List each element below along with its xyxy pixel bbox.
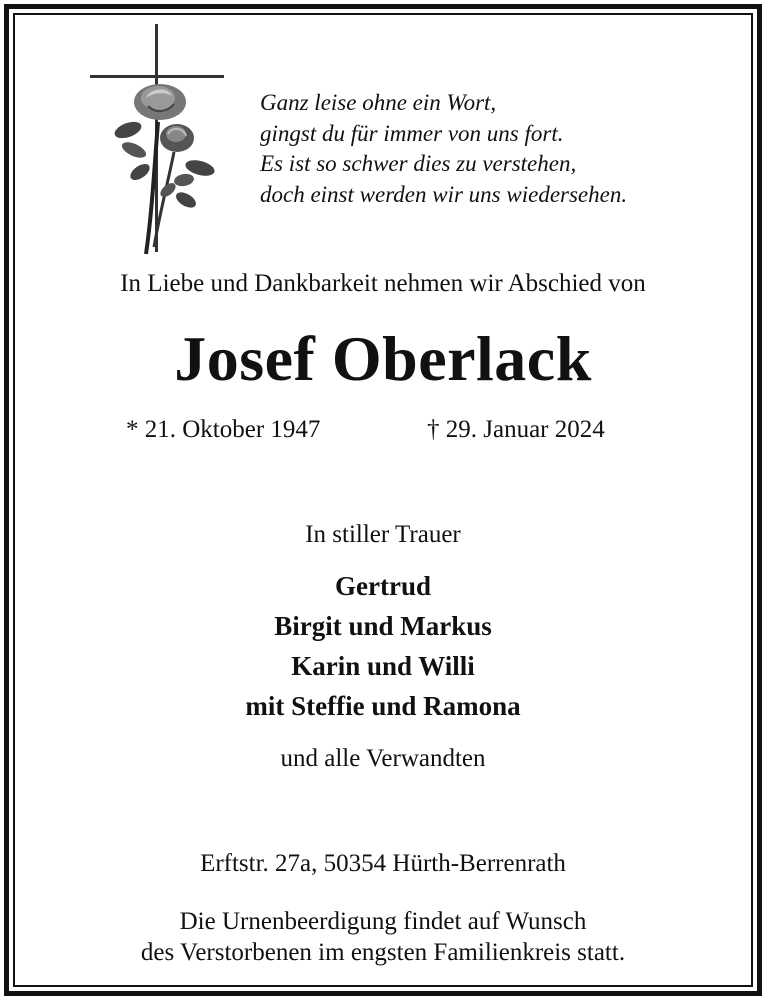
mourner-name: Karin und Willi xyxy=(291,651,475,681)
intro-text: In Liebe und Dankbarkeit nehmen wir Abschied von xyxy=(120,270,646,297)
deceased-name: Josef Oberlack xyxy=(174,323,592,394)
poem-line: gingst du für immer von uns fort. xyxy=(260,120,564,146)
birth-date: * 21. Oktober 1947 xyxy=(126,416,321,443)
poem-line: doch einst werden wir uns wiedersehen. xyxy=(260,181,628,207)
notice-line: Die Urnenbeerdigung findet auf Wunsch xyxy=(179,908,587,935)
cross-with-roses-icon xyxy=(88,22,228,262)
poem-line: Ganz leise ohne ein Wort, xyxy=(260,90,497,115)
address: Erftstr. 27a, 50354 Hürth-Berrenrath xyxy=(200,850,566,877)
mourner-name: Gertrud xyxy=(335,571,431,601)
notice-line: des Verstorbenen im engsten Familienkreis statt. xyxy=(140,939,626,966)
death-date: † 29. Januar 2024 xyxy=(427,416,605,443)
mourner-name: mit Steffie und Ramona xyxy=(245,691,521,721)
funeral-notice xyxy=(0,906,766,968)
mourners-list xyxy=(0,566,766,726)
poem xyxy=(260,88,720,210)
mourner-name: Birgit und Markus xyxy=(274,611,492,641)
poem-line: Es ist so schwer dies zu verstehen, xyxy=(260,151,577,176)
relatives-text: und alle Verwandten xyxy=(280,745,486,772)
mourning-intro: In stiller Trauer xyxy=(305,521,461,548)
